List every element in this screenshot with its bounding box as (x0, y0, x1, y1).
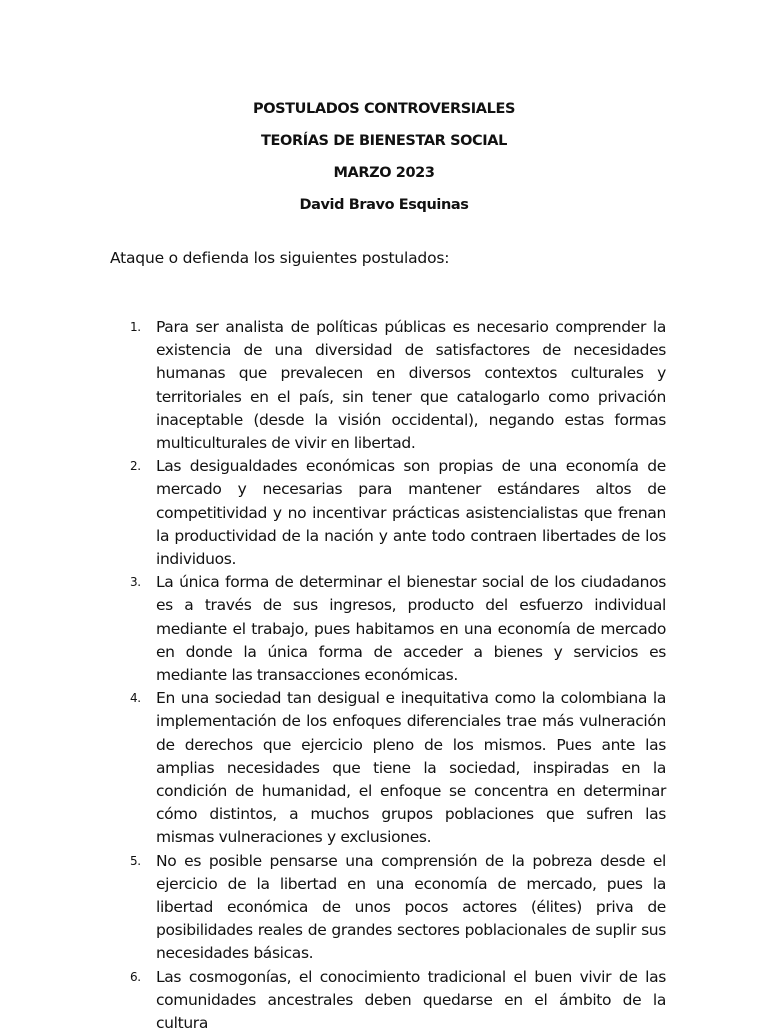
list-item-number: 5. (130, 853, 141, 868)
postulates-list (130, 316, 666, 1035)
document-header (0, 97, 768, 225)
document-title: POSTULADOS CONTROVERSIALES (252, 101, 515, 117)
list-item-number: 2. (130, 459, 141, 474)
list-item-number: 4. (130, 691, 141, 706)
list-item (130, 455, 666, 571)
list-item-number: 3. (130, 575, 141, 590)
list-item-text: Las cosmogonías, el conocimiento tradicional el buen vivir de las comunidades ancestrales deben quedarse en el ámbito de la cultura (156, 967, 666, 1033)
list-item (130, 571, 666, 687)
list-item-text: Las desigualdades económicas son propias de una economía de mercado y necesarias para mantener estándares altos de competitividad y no incentivar prácticas asistencialistas que frenan la productividad de la nación y ante todo contraen libertades de los individuos. (156, 457, 666, 569)
list-item-text: Para ser analista de políticas públicas es necesario comprender la existencia de una diversidad de satisfactores de necesidades humanas que prevalecen en diversos contextos culturales y territoriales en el país, sin tener que catalogarlo como privación inaceptable (desde la visión occidental), negando estas formas multiculturales de vivir en libertad. (156, 318, 666, 453)
list-item-text: La única forma de determinar el bienestar social de los ciudadanos es a través de sus ingresos, producto del esfuerzo individual mediante el trabajo, pues habitamos en una economía de mercado en donde la única forma de acceder a bienes y servicios es mediante las transacciones económicas. (156, 573, 666, 685)
document-author: David Bravo Esquinas (299, 197, 469, 213)
list-item (130, 316, 666, 455)
list-item-text: En una sociedad tan desigual e inequitativa como la colombiana la implementación de los enfoques diferenciales trae más vulneración de derechos que ejercicio pleno de los mismos. Pues ante las amplias necesidades que tiene la sociedad, inspiradas en la condición de humanidad, el enfoque se concentra en determinar cómo distintos, a muchos grupos poblaciones que sufren las mismas vulneraciones y exclusiones. (156, 689, 666, 847)
list-item-number: 1. (130, 320, 141, 334)
list-item (130, 687, 666, 849)
document-date: MARZO 2023 (333, 165, 435, 181)
list-item (130, 850, 666, 966)
list-item-text: No es posible pensarse una comprensión de la pobreza desde el ejercicio de la libertad en una economía de mercado, pues la libertad económica de unos pocos actores (élites) priva de posibilidades reales de grandes sectores poblacionales de suplir sus necesidades básicas. (156, 851, 666, 963)
document-subtitle: TEORÍAS DE BIENESTAR SOCIAL (261, 133, 507, 149)
instructions-text: Ataque o defienda los siguientes postulados: (110, 249, 450, 267)
list-item-number: 6. (130, 969, 141, 984)
list-item (130, 966, 666, 1035)
